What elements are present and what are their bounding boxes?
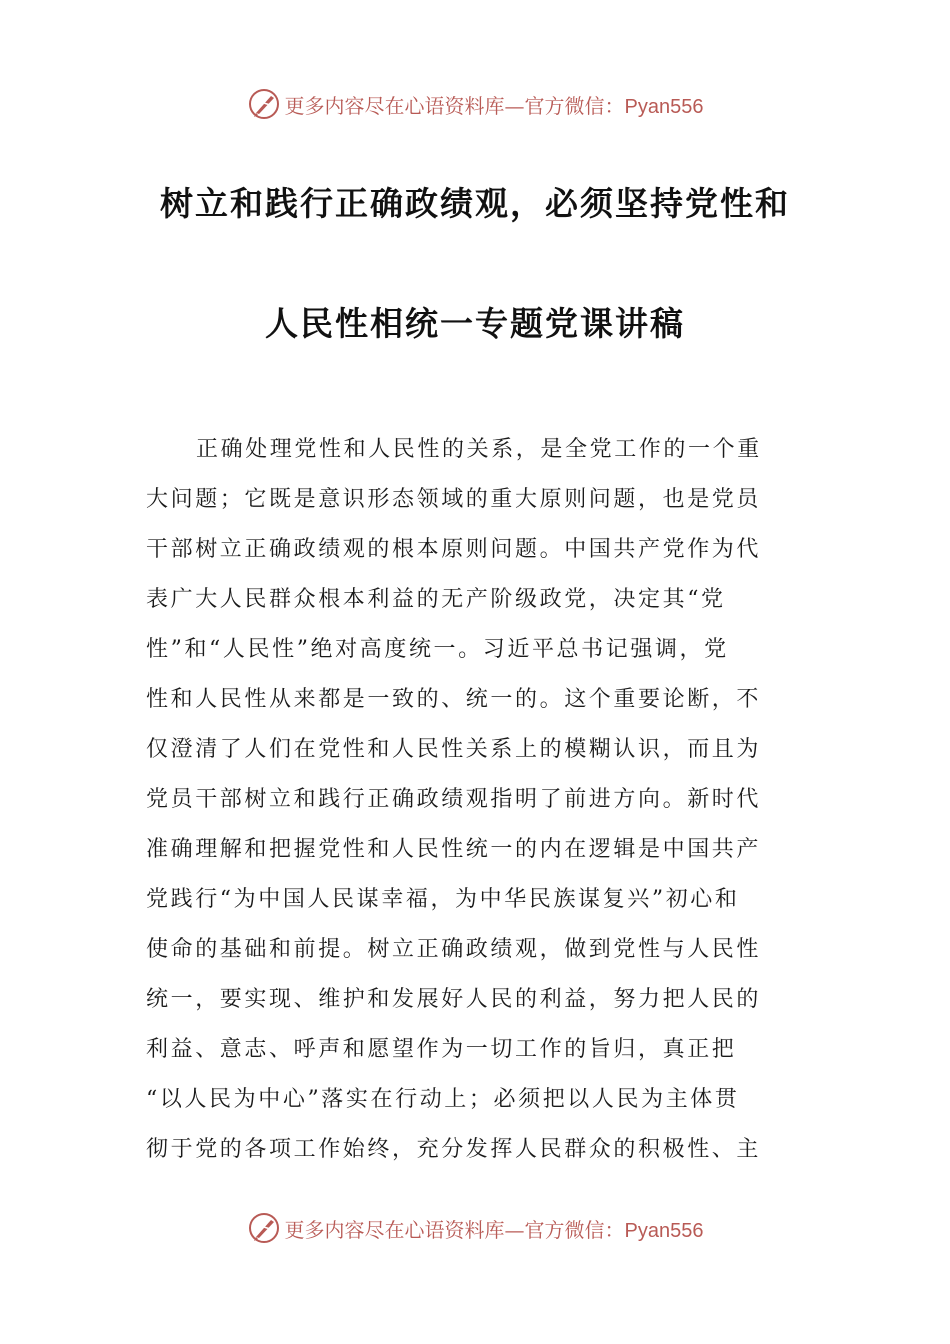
body-line: 统一，要实现、维护和发展好人民的利益，努力把人民的 [146,987,762,1012]
watermark-wechat-id: Pyan556 [624,95,704,118]
body-line: 干部树立正确政绩观的根本原则问题。中国共产党作为代 [146,537,762,562]
body-line: 使命的基础和前提。树立正确政绩观，做到党性与人民性 [146,937,762,962]
body-line: 党践行“为中国人民谋幸福，为中华民族谋复兴”初心和 [146,887,740,912]
body-line: 性和人民性从来都是一致的、统一的。这个重要论断，不 [146,687,762,712]
body-line: 党员干部树立和践行正确政绩观指明了前进方向。新时代 [146,787,762,812]
body-line: “以人民为中心”落实在行动上；必须把以人民为主体贯 [146,1087,740,1112]
footer-watermark [0,1208,950,1248]
quill-pen-icon [247,87,281,121]
header-watermark [0,84,950,124]
watermark-text [285,90,704,119]
watermark-text [285,1214,704,1243]
watermark-wechat-id: Pyan556 [624,1219,704,1242]
body-line: 彻于党的各项工作始终，充分发挥人民群众的积极性、主 [146,1137,762,1162]
body-line: 利益、意志、呼声和愿望作为一切工作的旨归，真正把 [146,1037,737,1062]
body-line: 仅澄清了人们在党性和人民性关系上的模糊认识，而且为 [146,737,762,762]
document-title-line-1: 树立和践行正确政绩观，必须坚持党性和 [160,184,790,223]
body-line: 性”和“人民性”绝对高度统一。习近平总书记强调，党 [146,637,729,662]
body-line: 准确理解和把握党性和人民性统一的内在逻辑是中国共产 [146,837,762,862]
watermark-label: 更多内容尽在心语资料库—官方微信： [284,93,625,118]
document-title-line-2: 人民性相统一专题党课讲稿 [265,304,685,343]
body-line: 正确处理党性和人民性的关系，是全党工作的一个重 [196,437,762,462]
watermark-label: 更多内容尽在心语资料库—官方微信： [284,1217,625,1242]
quill-pen-icon [247,1211,281,1245]
body-line: 大问题；它既是意识形态领域的重大原则问题，也是党员 [146,487,762,512]
document-body [146,425,816,1175]
body-line: 表广大人民群众根本利益的无产阶级政党，决定其“党 [146,587,726,612]
